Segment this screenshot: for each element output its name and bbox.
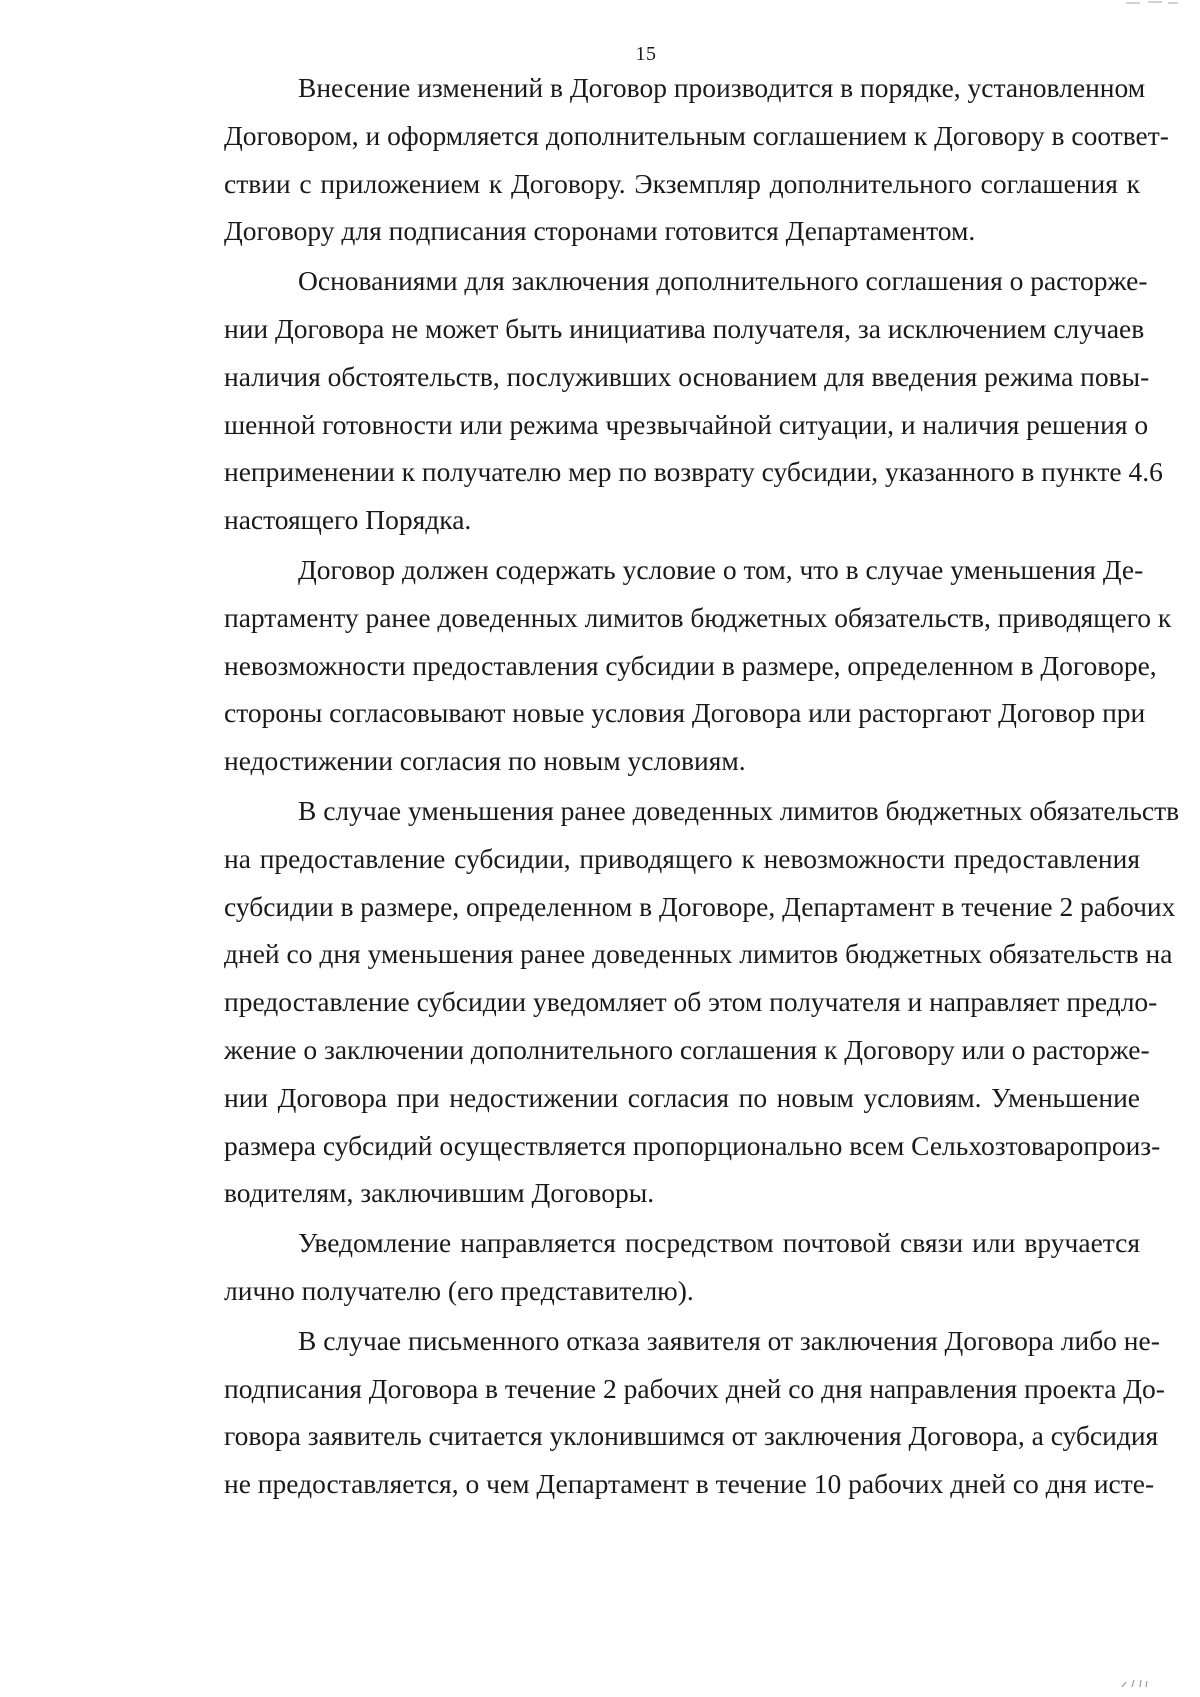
paragraph-4 [150, 787, 1180, 1217]
text-line: стороны согласовывают новые условия Договора или расторгают Договор при [224, 697, 1146, 729]
document-body [150, 64, 1180, 1508]
text-line: размера субсидий осуществляется пропорционально всем Сельхозтоваропроиз- [224, 1129, 1161, 1161]
text-line: нии Договора не может быть инициатива получателя, за исключением случаев [224, 312, 1145, 344]
text-line: Внесение изменений в Договор производится в порядке, установленном [298, 72, 1146, 103]
text-line: жение о заключении дополнительного соглашения к Договору или о расторже- [224, 1033, 1150, 1065]
text-line: подписания Договора в течение 2 рабочих дней со дня направления проекта До- [224, 1372, 1165, 1404]
text-line: ствии с приложением к Договору. Экземпляр дополнительного соглашения к [224, 167, 1140, 199]
text-line: Договор должен содержать условие о том, что в случае уменьшения Де- [298, 553, 1144, 585]
text-line: субсидии в размере, определенном в Договоре, Департамент в течение 2 рабочих [224, 890, 1176, 922]
text-line: нии Договора при недостижении согласия по новым условиям. Уменьшение [224, 1081, 1140, 1113]
paragraph-2 [150, 257, 1163, 544]
text-line: лично получателю (его представителю). [224, 1274, 694, 1306]
text-line: Договору для подписания сторонами готовится Департаментом. [224, 215, 976, 247]
text-line: дней со дня уменьшения ранее доведенных лимитов бюджетных обязательств на [224, 938, 1173, 970]
text-line: неприменении к получателю мер по возврату субсидии, указанного в пункте 4.6 [224, 456, 1163, 488]
text-line: В случае письменного отказа заявителя от заключения Договора либо не- [298, 1324, 1160, 1356]
paragraph-6 [150, 1317, 1165, 1508]
text-line: шенной готовности или режима чрезвычайной ситуации, и наличия решения о [224, 408, 1149, 440]
text-line: наличия обстоятельств, послуживших основанием для введения режима повы- [224, 360, 1150, 392]
text-line: невозможности предоставления субсидии в размере, определенном в Договоре, [224, 649, 1157, 681]
text-line: недостижении согласия по новым условиям. [224, 745, 746, 777]
text-line: водителям, заключившим Договоры. [224, 1177, 655, 1209]
text-line: настоящего Порядка. [224, 504, 472, 536]
paragraph-3 [150, 546, 1172, 785]
scan-edge-mark [1120, 1679, 1168, 1689]
text-line: В случае уменьшения ранее доведенных лимитов бюджетных обязательств [298, 794, 1180, 826]
page-number: 15 [635, 43, 657, 65]
text-line: партаменту ранее доведенных лимитов бюджетных обязательств, приводящего к [224, 601, 1172, 633]
paragraph-1 [150, 64, 1169, 255]
text-line: предоставление субсидии уведомляет об этом получателя и направляет предло- [224, 986, 1158, 1018]
paragraph-5 [150, 1219, 1140, 1315]
scan-edge-mark [1122, 0, 1182, 6]
text-line: на предоставление субсидии, приводящего к невозможности предоставления [224, 842, 1140, 874]
text-line: говора заявитель считается уклонившимся от заключения Договора, а субсидия [224, 1420, 1159, 1452]
text-line: не предоставляется, о чем Департамент в течение 10 рабочих дней со дня исте- [224, 1468, 1155, 1500]
text-line: Уведомление направляется посредством почтовой связи или вручается [298, 1227, 1140, 1259]
text-line: Основаниями для заключения дополнительного соглашения о расторже- [298, 265, 1148, 297]
text-line: Договором, и оформляется дополнительным соглашением к Договору в соответ- [224, 119, 1169, 151]
